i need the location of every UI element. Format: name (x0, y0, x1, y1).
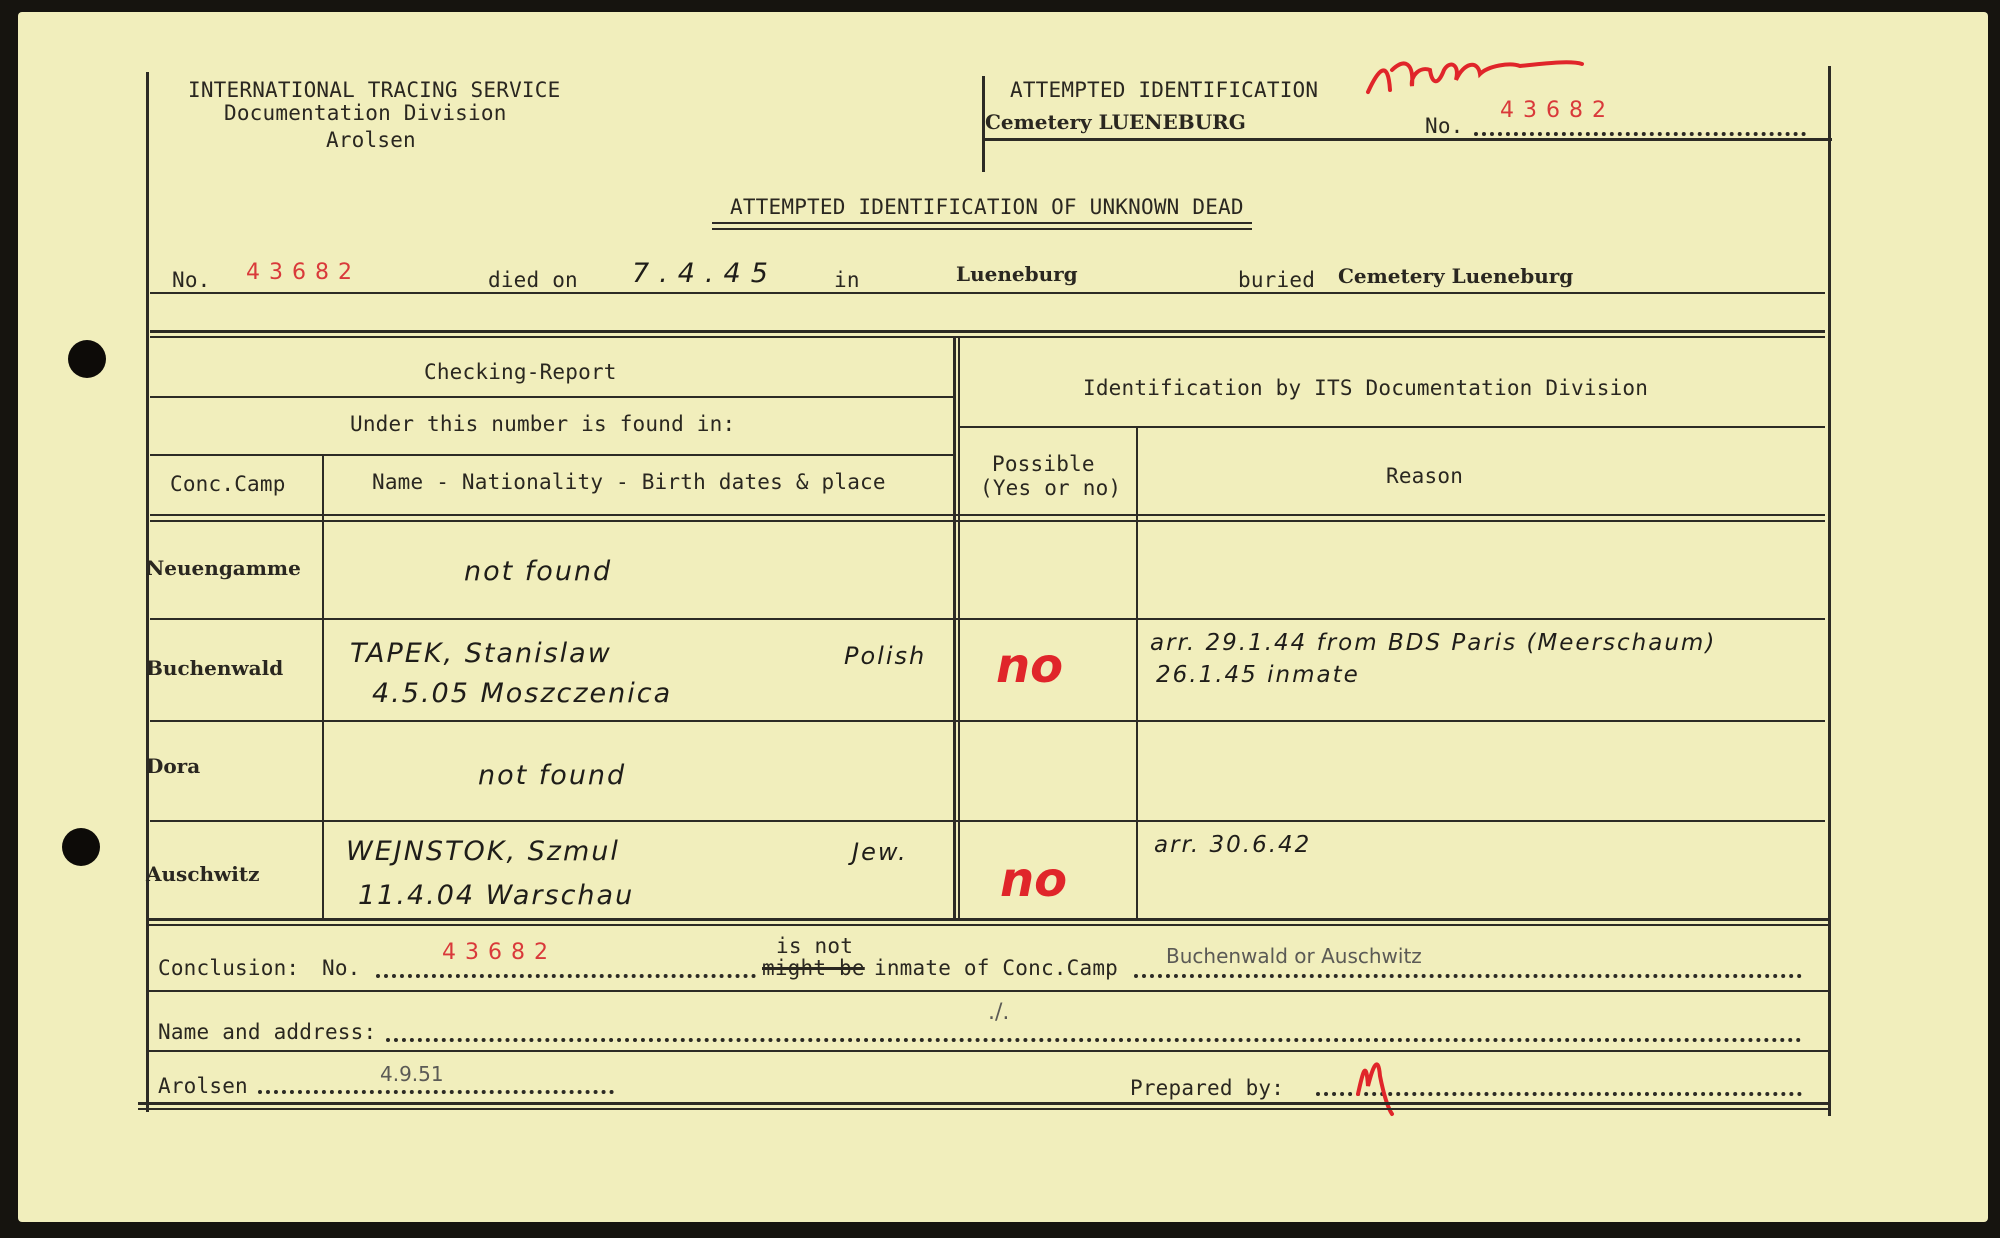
col-header-reason: Reason (1386, 464, 1464, 488)
row-line-3 (150, 820, 1825, 822)
table-middle-divider (953, 336, 956, 920)
right-title-line (958, 426, 1825, 428)
row-possible: no (996, 638, 1064, 694)
info-buried-label: buried (1238, 268, 1316, 292)
table-middle-divider-2 (958, 336, 960, 920)
left-section-subtitle: Under this number is found in: (350, 412, 736, 436)
row-nationality: Jew. (852, 838, 908, 866)
conclusion-is-not: is not (776, 934, 854, 958)
row-name-line2: 11.4.04 Warschau (358, 880, 635, 911)
header-no-dots (1474, 124, 1806, 136)
row-line-2 (150, 720, 1825, 722)
table-top-line-2 (150, 336, 1825, 338)
row-reason-line2: 26.1.45 inmate (1156, 662, 1360, 688)
header-cemetery: Cemetery LUENEBURG (985, 110, 1246, 134)
header-box-title: ATTEMPTED IDENTIFICATION (1010, 78, 1319, 102)
header-row-line-2 (150, 520, 1825, 522)
row-nationality: Polish (844, 642, 927, 670)
name-address-line (146, 1050, 1828, 1052)
org-line-2: Documentation Division (224, 101, 507, 125)
row-camp: Dora (146, 754, 201, 778)
name-address-value: ./. (988, 1000, 1010, 1025)
row-name-line1: not found (464, 556, 613, 587)
col-header-possible-1: Possible (992, 452, 1095, 476)
red-initials-top (1360, 40, 1590, 100)
name-address-label: Name and address: (158, 1020, 377, 1044)
row-camp: Neuengamme (146, 556, 301, 580)
row-name-line1: TAPEK, Stanislaw (350, 638, 612, 669)
card-bottom-line-2 (138, 1108, 1828, 1110)
punch-hole-top (68, 340, 106, 378)
info-in-value: Lueneburg (956, 262, 1078, 286)
row-reason-line1: arr. 30.6.42 (1154, 832, 1312, 858)
info-no-label: No. (172, 268, 211, 292)
info-no-value: 43682 (246, 260, 361, 285)
info-died-value: 7.4.45 (632, 258, 778, 289)
punch-hole-bottom (62, 828, 100, 866)
camp-col-divider (322, 454, 324, 920)
conclusion-line (146, 990, 1828, 992)
org-line-3: Arolsen (326, 128, 416, 152)
header-no-value: 43682 (1500, 98, 1615, 123)
col-header-name: Name - Nationality - Birth dates & place (372, 470, 886, 494)
row-reason-line1: arr. 29.1.44 from BDS Paris (Meerschaum) (1150, 630, 1717, 656)
right-section-title: Identification by ITS Documentation Division (1083, 376, 1649, 400)
info-in-label: in (834, 268, 860, 292)
possible-col-divider (1136, 426, 1138, 920)
name-address-dots (386, 1030, 1802, 1042)
row-possible: no (1000, 852, 1068, 908)
conclusion-inmate-text: inmate of Conc.Camp (874, 956, 1119, 980)
footer-prepared-label: Prepared by: (1130, 1076, 1285, 1100)
left-title-line (150, 396, 953, 398)
conclusion-struck-text: might be (762, 956, 865, 980)
header-row-line-1 (150, 514, 1825, 516)
conclusion-label: Conclusion: (158, 956, 300, 980)
outer-right-line (1828, 66, 1831, 1116)
table-bottom-line-2 (146, 924, 1828, 926)
info-died-label: died on (488, 268, 578, 292)
left-subtitle-line (150, 454, 953, 456)
header-box-bottom-line (982, 138, 1832, 141)
table-top-line-1 (150, 330, 1825, 333)
title-underline-2 (712, 228, 1252, 230)
conclusion-no-value: 43682 (442, 940, 557, 965)
red-initial-signature (1352, 1046, 1402, 1116)
row-name-line1: WEJNSTOK, Szmul (346, 836, 620, 867)
footer-date-value: 4.9.51 (380, 1062, 444, 1086)
outer-left-line (146, 72, 149, 1112)
conclusion-camps: Buchenwald or Auschwitz (1166, 944, 1422, 968)
conclusion-no-label: No. (322, 956, 361, 980)
info-row-line (150, 292, 1825, 294)
left-section-title: Checking-Report (424, 360, 617, 384)
row-name-line2: 4.5.05 Moszczenica (372, 678, 673, 709)
table-bottom-line-1 (146, 918, 1828, 921)
org-line-1: INTERNATIONAL TRACING SERVICE (188, 78, 561, 102)
row-camp: Buchenwald (146, 656, 284, 680)
row-line-1 (150, 618, 1825, 620)
row-name-line1: not found (478, 760, 627, 791)
card-bottom-line-1 (138, 1102, 1828, 1105)
footer-place-label: Arolsen (158, 1074, 248, 1098)
title-underline-1 (712, 222, 1252, 224)
conclusion-no-dots (376, 966, 756, 978)
header-no-label: No. (1425, 114, 1464, 138)
form-title: ATTEMPTED IDENTIFICATION OF UNKNOWN DEAD (730, 195, 1244, 219)
info-buried-value: Cemetery Lueneburg (1338, 264, 1574, 288)
col-header-camp: Conc.Camp (170, 472, 286, 496)
col-header-possible-2: (Yes or no) (980, 476, 1122, 500)
row-camp: Auschwitz (146, 862, 260, 886)
